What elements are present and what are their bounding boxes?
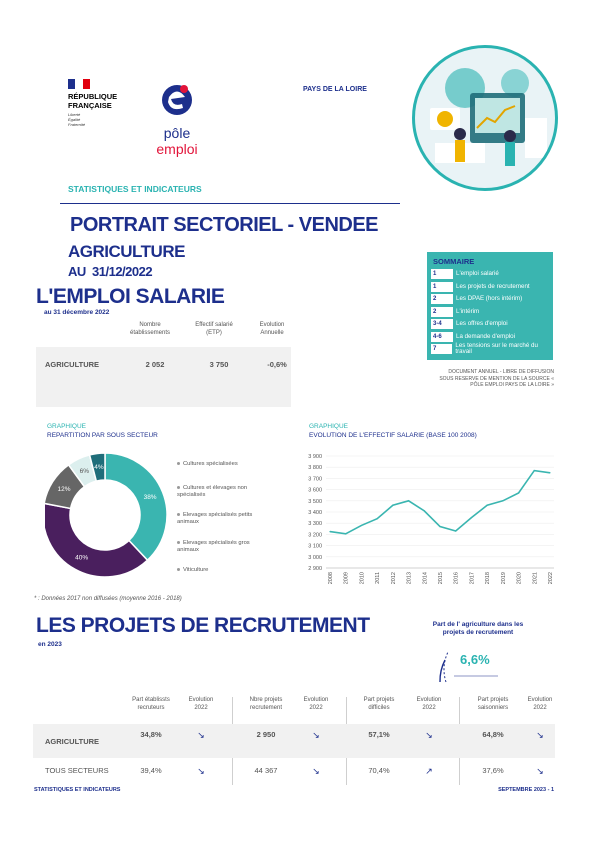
line-point	[392, 505, 393, 506]
sommaire-item-label: Les offres d'emploi	[456, 320, 508, 327]
donut-slice-label: 6%	[79, 468, 90, 476]
line-point	[502, 500, 503, 501]
line-point	[408, 500, 409, 501]
legend-item	[177, 512, 272, 526]
legend-label: Cultures et élevages non spécialisés	[177, 485, 248, 498]
region-label: PAYS DE LA LOIRE	[303, 86, 367, 93]
recrutement-header-cell: Evolution 2022	[303, 697, 329, 711]
legend-bullet-icon	[177, 462, 180, 465]
line-point	[361, 525, 362, 526]
y-tick-label: 3 900	[308, 454, 322, 460]
emploi-subtitle: au 31 décembre 2022	[44, 309, 110, 316]
x-tick-label: 2014	[422, 572, 429, 585]
pole-emploi-logo	[147, 82, 207, 157]
legend-label: Elevages spécialisés gros animaux	[177, 540, 250, 553]
line-chart	[288, 448, 558, 593]
donut-slice-label: 38%	[143, 494, 157, 502]
category-label: STATISTIQUES ET INDICATEURS	[68, 184, 202, 194]
header-illustration	[412, 45, 558, 191]
sommaire-item-label: Les DPAE (hors intérim)	[456, 295, 523, 302]
republique-francaise-logo	[68, 79, 117, 127]
recrutement-headers	[120, 697, 555, 723]
legend-item	[177, 485, 272, 499]
line-point	[455, 530, 456, 531]
trend-arrow-icon: ↘	[197, 730, 205, 740]
sommaire-item-label: Les projets de recrutement	[456, 282, 530, 290]
motto-egalite: Égalité	[68, 117, 81, 122]
legend-item	[177, 461, 272, 468]
table-cell: 44 367	[254, 766, 278, 775]
doc-note-line2: SOUS RESERVE DE MENTION DE LA SOURCE «	[439, 375, 554, 382]
emploi-value-evol: -0,6%	[267, 360, 287, 369]
line-point	[329, 531, 330, 532]
sommaire-box	[427, 252, 553, 360]
table-row	[33, 760, 555, 784]
legend-item	[177, 567, 272, 574]
recrutement-header-cell: Nbre projets recrutement	[249, 697, 283, 711]
x-tick-label: 2017	[469, 572, 476, 585]
donut-footnote: * : Données 2017 non diffusées (moyenne 2016 - 2018)	[34, 596, 182, 602]
sommaire-item-number: 1	[431, 282, 453, 292]
table-cell: 34,8%	[140, 730, 162, 739]
y-tick-label: 3 100	[308, 543, 322, 550]
y-tick-label: 3 000	[308, 554, 322, 561]
line-point	[377, 518, 378, 519]
y-tick-label: 3 600	[308, 487, 322, 494]
y-tick-label: 3 300	[308, 521, 322, 528]
line-point	[424, 510, 425, 511]
trend-arrow-icon: ↘	[425, 730, 433, 740]
emploi-header-etp: Effectif salarié (ETP)	[195, 322, 233, 336]
footer-right: SEPTEMBRE 2023 - 1	[498, 787, 554, 793]
sommaire-title: SOMMAIRE	[433, 257, 475, 266]
x-tick-label: 2015	[438, 572, 444, 585]
sommaire-item[interactable]	[431, 318, 553, 331]
doc-note	[384, 369, 554, 389]
legend-label: Cultures spécialisées	[183, 461, 238, 467]
x-tick-label: 2019	[500, 572, 507, 585]
line-title: EVOLUTION DE L'EFFECTIF SALARIE (BASE 100 2008)	[309, 432, 477, 439]
trend-arrow-icon: ↘	[197, 766, 205, 776]
motto-liberte: Liberté	[68, 112, 81, 117]
recrutement-header-cell: Part projets difficiles	[363, 697, 395, 711]
recrutement-section-title: LES PROJETS DE RECRUTEMENT	[36, 614, 370, 637]
table-cell: 57,1%	[368, 730, 390, 739]
recrutement-header-cell: Evolution 2022	[416, 697, 442, 711]
sommaire-item-number: 7	[431, 344, 452, 354]
recrutement-subtitle: en 2023	[38, 641, 62, 648]
table-cell: 2 950	[256, 730, 276, 739]
footer-left: STATISTIQUES ET INDICATEURS	[34, 787, 121, 793]
page-title: PORTRAIT SECTORIEL - VENDEE	[70, 214, 379, 236]
sommaire-item[interactable]	[431, 343, 553, 356]
donut-chart	[45, 450, 180, 580]
republic-line1: RÉPUBLIQUE	[68, 92, 118, 101]
recrutement-header-cell: Evolution 2022	[527, 697, 553, 711]
table-cell: 37,6%	[482, 766, 504, 775]
recrutement-header-cell: Evolution 2022	[188, 697, 214, 711]
donut-kicker: GRAPHIQUE	[47, 423, 87, 430]
line-point	[345, 533, 346, 534]
table-cell: 64,8%	[482, 730, 504, 739]
sommaire-item[interactable]	[431, 293, 553, 306]
x-tick-label: 2011	[375, 572, 382, 584]
legend-bullet-icon	[177, 568, 180, 571]
table-cell: 39,4%	[140, 766, 162, 775]
y-tick-label: 2 900	[308, 566, 322, 572]
x-tick-label: 2022	[548, 572, 554, 585]
trend-arrow-icon: ↗	[425, 766, 433, 776]
pole-emploi-wordmark: pôle emploi	[156, 125, 198, 157]
line-point	[487, 505, 488, 506]
emploi-section-title: L'EMPLOI SALARIE	[36, 285, 225, 308]
date-line: AU 31/12/2022	[68, 264, 153, 279]
x-tick-label: 2018	[485, 572, 492, 585]
y-tick-label: 3 200	[308, 532, 322, 539]
pole-emploi-mark-icon	[147, 82, 207, 120]
legend-bullet-icon	[177, 486, 180, 489]
y-tick-label: 3 400	[308, 510, 322, 516]
x-tick-label: 2009	[343, 572, 350, 585]
recrutement-header-cell: Part projets saisonniers	[477, 697, 509, 711]
table-cell: 70,4%	[368, 766, 390, 775]
y-tick-label: 3 800	[308, 465, 322, 472]
x-tick-label: 2021	[532, 572, 539, 585]
emploi-header-evol: Evolution Annuelle	[259, 322, 285, 336]
emploi-value-etp: 3 750	[209, 360, 229, 369]
line-point	[471, 517, 472, 518]
sommaire-item-number: 2	[431, 294, 453, 304]
legend-bullet-icon	[177, 541, 180, 544]
legend-item	[177, 540, 272, 554]
line-point	[518, 492, 519, 493]
x-tick-label: 2013	[406, 572, 413, 585]
sommaire-item-label: L'emploi salarié	[456, 270, 499, 277]
x-tick-label: 2010	[359, 572, 366, 585]
sommaire-item-number: 2	[431, 307, 453, 317]
sector-title: AGRICULTURE	[68, 242, 185, 261]
emploi-row	[36, 347, 291, 407]
table-row-label: AGRICULTURE	[45, 737, 100, 746]
sommaire-item[interactable]	[431, 268, 553, 281]
line-kicker: GRAPHIQUE	[309, 423, 349, 430]
donut-slice-label: 4%	[94, 463, 104, 471]
flag-icon	[68, 79, 90, 89]
legend-label: Elevages spécialisés petits animaux	[177, 512, 253, 525]
trend-arrow-icon: ↘	[536, 766, 544, 776]
title-divider	[60, 203, 400, 204]
line-series	[330, 471, 550, 534]
donut-slice-label: 40%	[75, 554, 89, 562]
emploi-header-etab: Nombre établissements	[129, 322, 171, 336]
trend-arrow-icon: ↘	[312, 730, 320, 740]
sommaire-item[interactable]	[431, 306, 553, 319]
sommaire-item-label: Les tensions sur le marché du travail	[455, 341, 538, 356]
y-tick-label: 3 500	[308, 498, 322, 505]
line-point	[549, 472, 550, 473]
motto-fraternite: Fraternité	[68, 122, 86, 127]
sommaire-list	[427, 268, 553, 356]
emploi-row-label: AGRICULTURE	[45, 360, 100, 369]
legend-bullet-icon	[177, 513, 180, 516]
x-tick-label: 2020	[516, 572, 523, 585]
line-point	[534, 470, 535, 471]
republic-line2: FRANÇAISE	[68, 100, 112, 110]
gauge-value: 6,6%	[460, 652, 490, 667]
table-row	[33, 724, 555, 758]
emploi-value-etab: 2 052	[145, 360, 165, 369]
x-tick-label: 2012	[390, 572, 397, 585]
sommaire-item-number: 4-6	[431, 332, 453, 342]
line-point	[439, 526, 440, 527]
sommaire-item[interactable]	[431, 281, 553, 294]
legend-label: Viticulture	[183, 567, 209, 573]
table-row-label: TOUS SECTEURS	[45, 766, 109, 775]
trend-arrow-icon: ↘	[536, 730, 544, 740]
doc-note-line1: DOCUMENT ANNUEL - LIBRE DE DIFFUSION	[448, 369, 554, 375]
recrutement-header-cell: Part établissts recruteurs	[132, 697, 170, 711]
sommaire-item-number: 3-4	[431, 319, 453, 329]
trend-arrow-icon: ↘	[312, 766, 320, 776]
doc-note-line3: PÔLE EMPLOI PAYS DE LA LOIRE »	[470, 382, 554, 388]
sommaire-item-label: L'intérim	[456, 307, 480, 315]
gauge-arc	[440, 660, 445, 682]
x-tick-label: 2016	[453, 572, 460, 585]
y-tick-label: 3 700	[308, 476, 322, 483]
donut-slice	[105, 453, 167, 560]
sommaire-item-label: La demande d'emploi	[456, 332, 515, 340]
gauge-title: Part de l' agriculture dans les projets de recrutement	[432, 621, 524, 636]
sommaire-item-number: 1	[431, 269, 453, 279]
donut-slice-label: 12%	[57, 486, 71, 494]
donut-title: REPARTITION PAR SOUS SECTEUR	[47, 432, 158, 439]
x-tick-label: 2008	[328, 572, 334, 585]
